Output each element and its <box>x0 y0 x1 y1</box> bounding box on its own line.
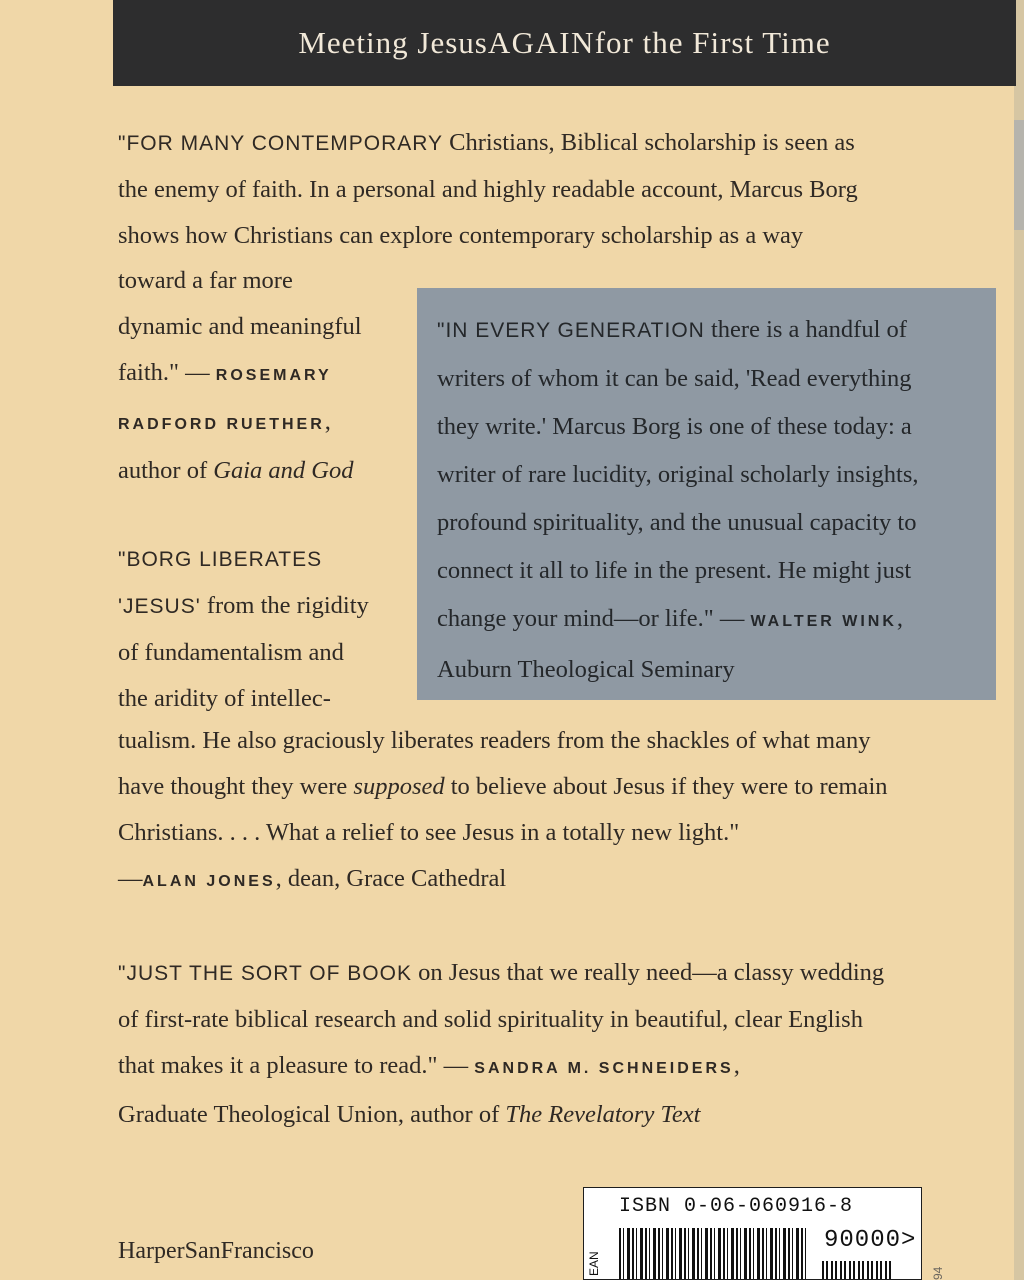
title-caps: AGAIN <box>487 25 595 60</box>
quote2-line-5: profound spirituality, and the unusual capacity to <box>437 509 917 536</box>
quote1-comma: , <box>324 408 331 435</box>
quote-rosemary-wrap <box>118 258 398 494</box>
quote1-author-last: RADFORD RUETHER <box>118 416 325 433</box>
quote4-author: SANDRA M. SCHNEIDERS <box>474 1060 734 1077</box>
title-band <box>113 0 1016 86</box>
edge-mark <box>1014 120 1024 230</box>
quote4-comma: , <box>733 1052 740 1079</box>
quote1-line-1-text: Christians, Biblical scholarship is seen as <box>443 129 855 156</box>
isbn-number: ISBN 0-06-060916-8 <box>619 1195 854 1218</box>
quote4-line-1 <box>118 950 958 997</box>
quote2-comma: , <box>896 605 904 632</box>
barcode-price-bars <box>822 1261 894 1280</box>
quote-alan-bottom <box>118 718 958 905</box>
quote1-book-title: Gaia and God <box>213 457 354 484</box>
quote4-book-title: The Revelatory Text <box>505 1101 701 1128</box>
quote-sandra <box>118 950 958 1138</box>
quote4-lead: "JUST THE SORT OF BOOK <box>118 962 412 985</box>
edge-digits: 94 <box>931 1266 945 1280</box>
quote3-line-2 <box>118 583 408 630</box>
quote2-line-2: writers of whom it can be said, 'Read everything <box>437 365 912 392</box>
quote-alan-left <box>118 536 408 722</box>
title-part-2: for the First Time <box>594 25 831 60</box>
quote-rosemary <box>118 120 928 259</box>
quote1-line-7 <box>118 399 398 448</box>
quote1-line-1 <box>118 120 928 167</box>
quote3-line-2-text: from the rigidity <box>200 592 369 619</box>
quote3-line-6-text: have thought they were <box>118 773 354 800</box>
quote3-line-7: Christians. . . . What a relief to see Jesus in a totally new light." <box>118 819 740 846</box>
quote3-line-6-after: to believe about Jesus if they were to remain <box>444 773 888 800</box>
quote1-line-6 <box>118 350 398 399</box>
barcode-price: 90000> <box>824 1227 917 1254</box>
quote3-line-1 <box>118 536 408 583</box>
quote2-line-3: they write.' Marcus Borg is one of these today: a <box>437 413 912 440</box>
quote2-line-7 <box>437 595 976 646</box>
quote2-author: WALTER WINK <box>750 613 897 630</box>
quote1-line-2: the enemy of faith. In a personal and highly readable account, Marcus Borg <box>118 176 858 203</box>
quote3-dash: — <box>118 865 143 892</box>
quote2-lead: "IN EVERY GENERATION <box>437 319 705 342</box>
barcode-side-label: EAN <box>587 1251 601 1276</box>
isbn-barcode <box>583 1187 922 1280</box>
quote3-line-4: the aridity of intellec- <box>118 685 331 712</box>
quote1-line-6-text: faith." — <box>118 359 210 386</box>
quote1-line-5: dynamic and meaningful <box>118 313 362 340</box>
quote3-line-5: tualism. He also graciously liberates readers from the shackles of what many <box>118 727 871 754</box>
quote1-author-first: ROSEMARY <box>215 367 332 384</box>
quote2-line-6: connect it all to life in the present. He might just <box>437 557 912 584</box>
quote2-line-1 <box>437 306 976 355</box>
title-part-1: Meeting Jesus <box>298 25 488 60</box>
quote-walter-box <box>417 288 996 700</box>
quote1-author-of: author of <box>118 457 214 484</box>
quote3-line-3: of fundamentalism and <box>118 639 344 666</box>
quote4-line-1-text: on Jesus that we really need—a classy wedding <box>411 959 885 986</box>
quote3-author: ALAN JONES <box>142 873 276 890</box>
quote4-line-3-text: that makes it a pleasure to read." — <box>118 1052 469 1079</box>
quote2-line-7-text: change your mind—or life." — <box>437 605 745 632</box>
quote1-line-4: toward a far more <box>118 267 293 294</box>
publisher-name: HarperSanFrancisco <box>118 1238 314 1264</box>
quote3-line-8 <box>118 856 958 905</box>
quote2-line-4: writer of rare lucidity, original scholarly insights, <box>437 461 919 488</box>
quote2-line-1-text: there is a handful of <box>704 316 907 343</box>
quote2-line-8: Auburn Theological Seminary <box>437 656 735 683</box>
quote1-line-8 <box>118 448 398 494</box>
quote3-lead-1: "BORG LIBERATES <box>118 548 323 571</box>
quote1-lead: "FOR MANY CONTEMPORARY <box>118 132 444 155</box>
quote3-lead-2: 'JESUS' <box>118 595 201 618</box>
barcode-bars <box>619 1228 809 1280</box>
quote4-line-2: of first-rate biblical research and solid spirituality in beautiful, clear English <box>118 1006 863 1033</box>
quote4-line-4 <box>118 1092 958 1138</box>
quote3-line-6 <box>118 764 958 810</box>
quote4-line-3 <box>118 1043 958 1092</box>
quote4-line-4-text: Graduate Theological Union, author of <box>118 1101 506 1128</box>
quote1-line-3: shows how Christians can explore contemporary scholarship as a way <box>118 222 804 249</box>
quote3-affiliation: , dean, Grace Cathedral <box>275 865 507 892</box>
quote3-emphasis: supposed <box>353 773 445 800</box>
